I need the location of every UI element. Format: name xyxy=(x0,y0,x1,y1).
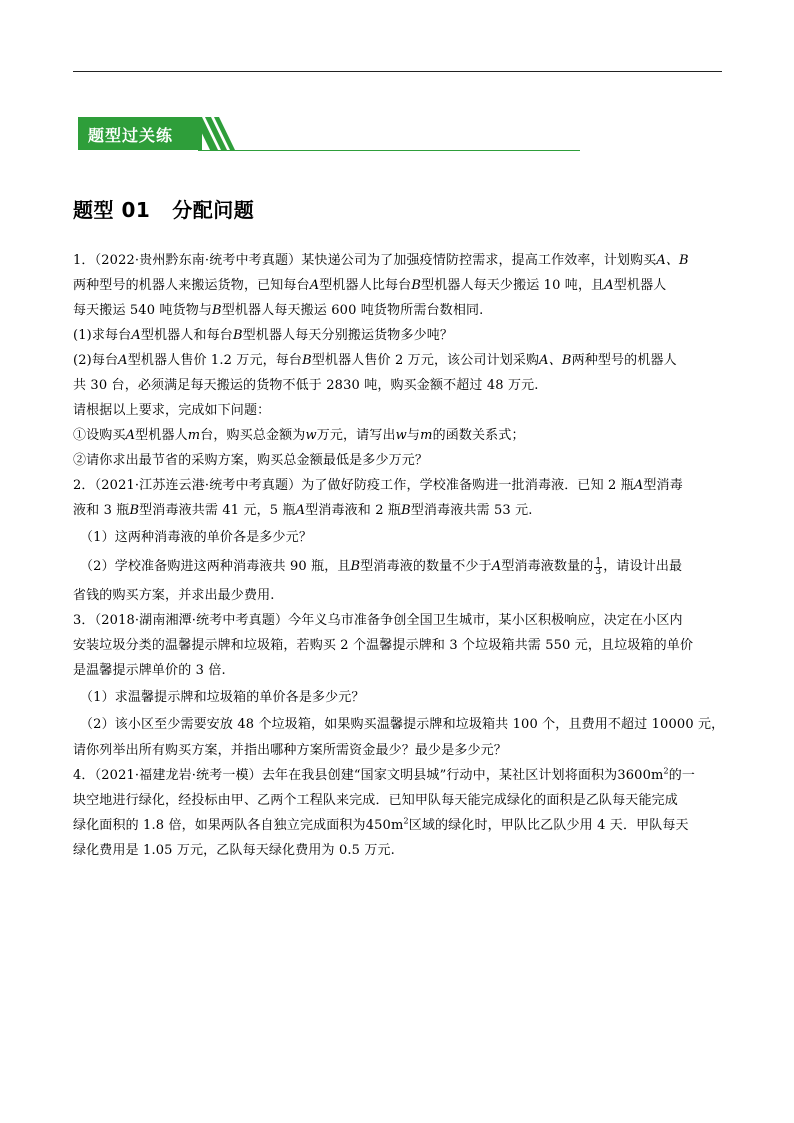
q1-line-7: 请根据以上要求，完成如下问题： xyxy=(73,403,271,418)
q1-line-1: 1．（2022·贵州黔东南·统考中考真题）某快递公司为了加强疫情防控需求，提高工作效率，计划购买A、B xyxy=(73,253,689,268)
section-name: 分配问题 xyxy=(172,198,255,222)
q1-line-3: 每天搬运 540 吨货物与B型机器人每天搬运 600 吨货物所需台数相同. xyxy=(73,303,484,318)
q3-line-1: 3．（2018·湖南湘潭·统考中考真题）今年义乌市准备争创全国卫生城市，某小区积极响应，决定在小区内 xyxy=(73,613,683,628)
header-rule xyxy=(73,71,722,72)
section-banner xyxy=(78,117,580,153)
q1-line-5: (2)每台A型机器人售价 1.2 万元，每台B型机器人售价 2 万元，该公司计划采购A、B两种型号的机器人 xyxy=(73,353,677,368)
q1-line-2: 两种型号的机器人来搬运货物，已知每台A型机器人比每台B型机器人每天少搬运 10 吨，且A型机器人 xyxy=(73,278,667,293)
q1-line-4: (1)求每台A型机器人和每台B型机器人每天分别搬运货物多少吨？ xyxy=(73,328,454,343)
section-title xyxy=(73,194,254,223)
section-number: 题型 01 xyxy=(73,198,151,222)
q3-line-6: 请你列举出所有购买方案，并指出哪种方案所需资金最少？最少是多少元？ xyxy=(73,743,507,758)
banner-label: 题型过关练 xyxy=(88,126,174,145)
q2-line-4: （2）学校准备购进这两种消毒液共 90 瓶，且B型消毒液的数量不少于A型消毒液数量的 $\frac{1}{3}$ ，请设计出最 xyxy=(80,557,683,577)
banner-box xyxy=(78,117,202,150)
q2-line-5: 省钱的购买方案，并求出最少费用. xyxy=(73,588,275,603)
q1-line-6: 共 30 台，必须满足每天搬运的货物不低于 2830 吨，购买金额不超过 48 万元. xyxy=(73,378,539,393)
q3-line-5: （2）该小区至少需要安放 48 个垃圾箱，如果购买温馨提示牌和垃圾箱共 100 个，且费用不超过 10000 元， xyxy=(80,717,725,732)
q3-line-2: 安装垃圾分类的温馨提示牌和垃圾箱，若购买 2 个温馨提示牌和 3 个垃圾箱共需 550 元，且垃圾箱的单价 xyxy=(73,638,694,653)
q4-line-3: 绿化面积的 1.8 倍，如果两队各自独立完成面积为$450m^2$区域的绿化时，甲队比乙队少用 4 天．甲队每天 xyxy=(73,816,689,833)
q4-line-1: 4．（2021·福建龙岩·统考一模）去年在我县创建“国家文明县城”行动中，某社区计划将面积为$3600m^2$的一 xyxy=(73,766,696,783)
q1-line-8: ①设购买A型机器人m台，购买总金额为w万元，请写出w与m的函数关系式； xyxy=(73,428,525,443)
banner-stripes-icon xyxy=(194,117,240,150)
fraction-one-third: $\frac{1}{3}$ xyxy=(595,557,602,577)
q3-line-3: 是温馨提示牌单价的 3 倍. xyxy=(73,663,226,678)
q4-line-2: 块空地进行绿化，经投标由甲、乙两个工程队来完成．已知甲队每天能完成绿化的面积是乙队每天能完成 xyxy=(73,793,678,808)
q2-line-1: 2．（2021·江苏连云港·统考中考真题）为了做好防疫工作，学校准备购进一批消毒液．已知 2 瓶A型消毒 xyxy=(73,478,683,493)
q1-line-9: ②请你求出最节省的采购方案，购买总金额最低是多少万元？ xyxy=(73,453,429,468)
q4-line-4: 绿化费用是 1.05 万元，乙队每天绿化费用为 0.5 万元. xyxy=(73,843,395,858)
q3-line-4: （1）求温馨提示牌和垃圾箱的单价各是多少元？ xyxy=(80,690,365,705)
q2-line-2: 液和 3 瓶B型消毒液共需 41 元，5 瓶A型消毒液和 2 瓶B型消毒液共需 53 元. xyxy=(73,503,533,518)
banner-underline xyxy=(198,150,580,151)
q2-line-3: （1）这两种消毒液的单价各是多少元？ xyxy=(80,530,312,545)
